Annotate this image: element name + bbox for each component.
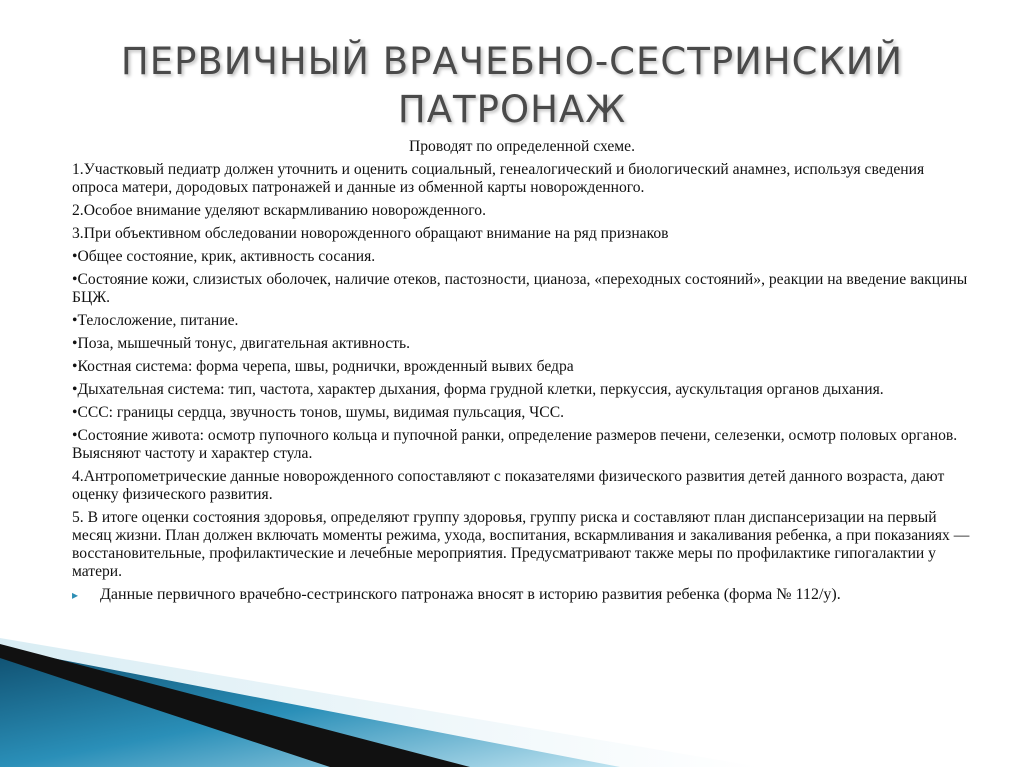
title-line-2: ПАТРОНАЖ [397,88,627,131]
slide-body [72,138,972,604]
paragraph: •Состояние живота: осмотр пупочного кольца и пупочной ранки, определение размеров печени, селезенки, осмотр половых органов. Выясняют частоту и характер стула. [72,427,958,462]
footnote [72,586,972,604]
paragraph: •Общее состояние, крик, активность сосания. [72,248,376,265]
paragraph: •Поза, мышечный тонус, двигательная активность. [72,335,411,352]
paragraph: 4.Антропометрические данные новорожденного сопоставляют с показателями физического развития детей данного возраста, дают оценку физического развития. [72,468,945,503]
paragraph: 2.Особое внимание уделяют вскармливанию новорожденного. [72,202,486,219]
paragraph: 3.При объективном обследовании новорожденного обращают внимание на ряд признаков [72,225,669,242]
paragraph: •Костная система: форма черепа, швы, роднички, врожденный вывих бедра [72,358,574,375]
title-line-1: ПЕРВИЧНЫЙ ВРАЧЕБНО-СЕСТРИНСКИЙ [120,40,904,83]
paragraph: 1.Участковый педиатр должен уточнить и оценить социальный, генеалогический и биологический анамнез, используя сведения опроса матери, дородовых патронажей и данные из обменной карты новорожденного. [72,161,925,196]
paragraph: •ССС: границы сердца, звучность тонов, шумы, видимая пульсация, ЧСС. [72,404,565,421]
intro-text: Проводят по определенной схеме. [409,138,635,155]
triangle-arrow-icon: ▸ [72,588,79,602]
footnote-text: Данные первичного врачебно-сестринского патронажа вносят в историю развития ребенка (форма № 112/у). [100,586,841,603]
paragraph: •Дыхательная система: тип, частота, характер дыхания, форма грудной клетки, перкуссия, аускультация органов дыхания. [72,381,884,398]
decorative-swoosh [0,600,1024,767]
paragraph: 5. В итоге оценки состояния здоровья, определяют группу здоровья, группу риска и составляют план диспансеризации на первый месяц жизни. План должен включать моменты режима, ухода, воспитания, вскармливания и закаливания ребенка, а при показаниях — восстановительные, профилактические и лечебные мероприятия. Предусматривают также меры по профилактике гипогалактии у матери. [72,509,970,580]
page-title [60,38,964,134]
paragraph: •Состояние кожи, слизистых оболочек, наличие отеков, пастозности, цианоза, «переходных состояний», реакции на введение вакцины БЦЖ. [72,271,968,306]
paragraph: •Телосложение, питание. [72,312,239,329]
